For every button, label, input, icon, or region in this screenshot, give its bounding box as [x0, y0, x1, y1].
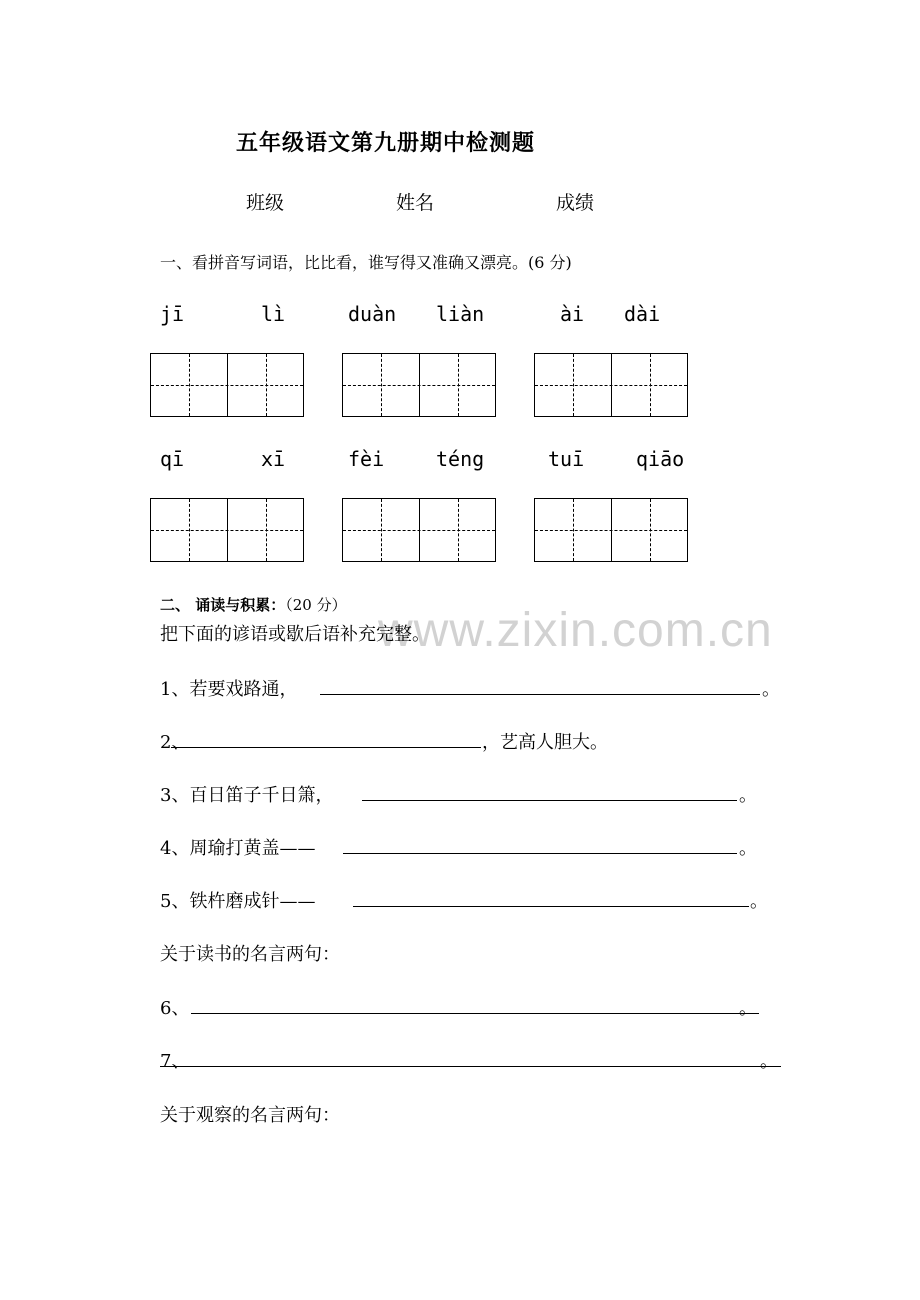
item-7: 7、 — [160, 1051, 190, 1072]
writing-grid[interactable] — [150, 498, 304, 562]
end-mark: 。 — [762, 679, 780, 700]
pinyin-5: ài — [560, 302, 585, 326]
page-title: 五年级语文第九册期中检测题 — [236, 130, 536, 156]
answer-line[interactable] — [171, 747, 481, 748]
pinyin-8: xī — [261, 447, 286, 471]
watermark: www.zixin.com.cn — [378, 604, 773, 657]
score-label: 成绩 — [556, 192, 595, 214]
answer-line[interactable] — [320, 694, 760, 695]
answer-line[interactable] — [353, 906, 749, 907]
item-2-suffix: ，艺高人胆大。 — [482, 732, 608, 753]
writing-grid[interactable] — [534, 498, 688, 562]
writing-grid[interactable] — [150, 353, 304, 417]
end-mark: 。 — [739, 838, 757, 859]
observation-quotes-heading: 关于观察的名言两句： — [160, 1105, 340, 1126]
pinyin-2: lì — [261, 302, 286, 326]
pinyin-9: fèi — [348, 447, 385, 471]
item-4: 4、周瑜打黄盖—— — [160, 838, 316, 859]
answer-line[interactable] — [191, 1013, 759, 1014]
pinyin-10: téng — [436, 447, 485, 471]
section1-heading: 一、看拼音写词语，比比看，谁写得又准确又漂亮。(6 分) — [160, 253, 572, 272]
writing-grid[interactable] — [342, 498, 496, 562]
item-3: 3、百日笛子千日箫， — [160, 785, 334, 806]
section2-heading: 二、 诵读与积累：（20 分） — [160, 596, 347, 614]
pinyin-6: dài — [624, 302, 661, 326]
item-2: 2、 — [160, 732, 190, 753]
section2-instruction: 把下面的谚语或歇后语补充完整。 — [160, 624, 430, 645]
pinyin-3: duàn — [348, 302, 397, 326]
item-5: 5、铁杵磨成针—— — [160, 891, 316, 912]
reading-quotes-heading: 关于读书的名言两句： — [160, 944, 340, 965]
pinyin-1: jī — [160, 302, 185, 326]
class-label: 班级 — [246, 192, 285, 214]
answer-line[interactable] — [362, 800, 737, 801]
answer-line[interactable] — [343, 853, 737, 854]
pinyin-11: tuī — [548, 447, 585, 471]
end-mark: 。 — [760, 1051, 778, 1072]
end-mark: 。 — [739, 998, 757, 1019]
name-label: 姓名 — [396, 192, 435, 214]
pinyin-12: qiāo — [636, 447, 685, 471]
item-1: 1、若要戏路通， — [160, 679, 298, 700]
writing-grid[interactable] — [534, 353, 688, 417]
item-6: 6、 — [160, 998, 190, 1019]
answer-line[interactable] — [160, 1066, 781, 1067]
end-mark: 。 — [750, 891, 768, 912]
pinyin-4: liàn — [436, 302, 485, 326]
writing-grid[interactable] — [342, 353, 496, 417]
end-mark: 。 — [739, 785, 757, 806]
pinyin-7: qī — [160, 447, 185, 471]
